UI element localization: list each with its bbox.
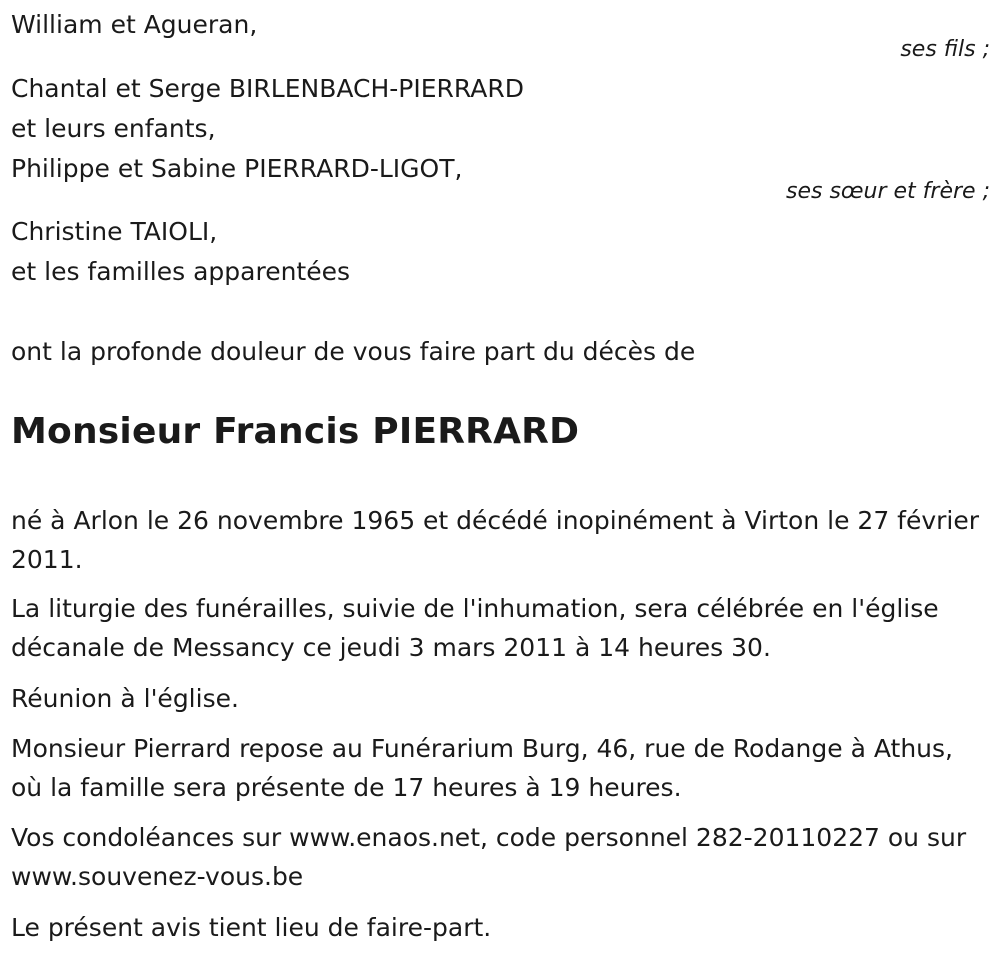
role-sons: ses fils ; bbox=[900, 37, 990, 62]
family-line-brother: Philippe et Sabine PIERRARD-LIGOT, bbox=[11, 154, 463, 183]
family-line-christine: Christine TAIOLI, bbox=[11, 217, 218, 246]
funeral-paragraph: La liturgie des funérailles, suivie de l'inhumation, sera célébrée en l'église décanale de Messancy ce jeudi 3 mars 2011 à 14 heures 30. bbox=[11, 594, 939, 662]
resting-paragraph: Monsieur Pierrard repose au Funérarium Burg, 46, rue de Rodange à Athus, où la famille sera présente de 17 heures à 19 heures. bbox=[11, 734, 953, 802]
family-line-children: et leurs enfants, bbox=[11, 114, 216, 143]
birth-death-paragraph: né à Arlon le 26 novembre 1965 et décédé inopinément à Virton le 27 février 2011. bbox=[11, 506, 980, 574]
family-line-sister: Chantal et Serge BIRLENBACH-PIERRARD bbox=[11, 74, 525, 103]
announcement-text: ont la profonde douleur de vous faire part du décès de bbox=[11, 337, 696, 366]
notice-paragraph: Le présent avis tient lieu de faire-part. bbox=[11, 913, 492, 942]
deceased-name: Monsieur Francis PIERRARD bbox=[11, 411, 580, 452]
condolences-paragraph: Vos condoléances sur www.enaos.net, code personnel 282-20110227 ou sur www.souvenez-vous.be bbox=[11, 823, 967, 891]
role-siblings: ses sœur et frère ; bbox=[786, 179, 990, 204]
family-line-relatives: et les familles apparentées bbox=[11, 257, 351, 286]
meeting-paragraph: Réunion à l'église. bbox=[11, 684, 239, 713]
family-line-sons: William et Agueran, bbox=[11, 10, 258, 39]
